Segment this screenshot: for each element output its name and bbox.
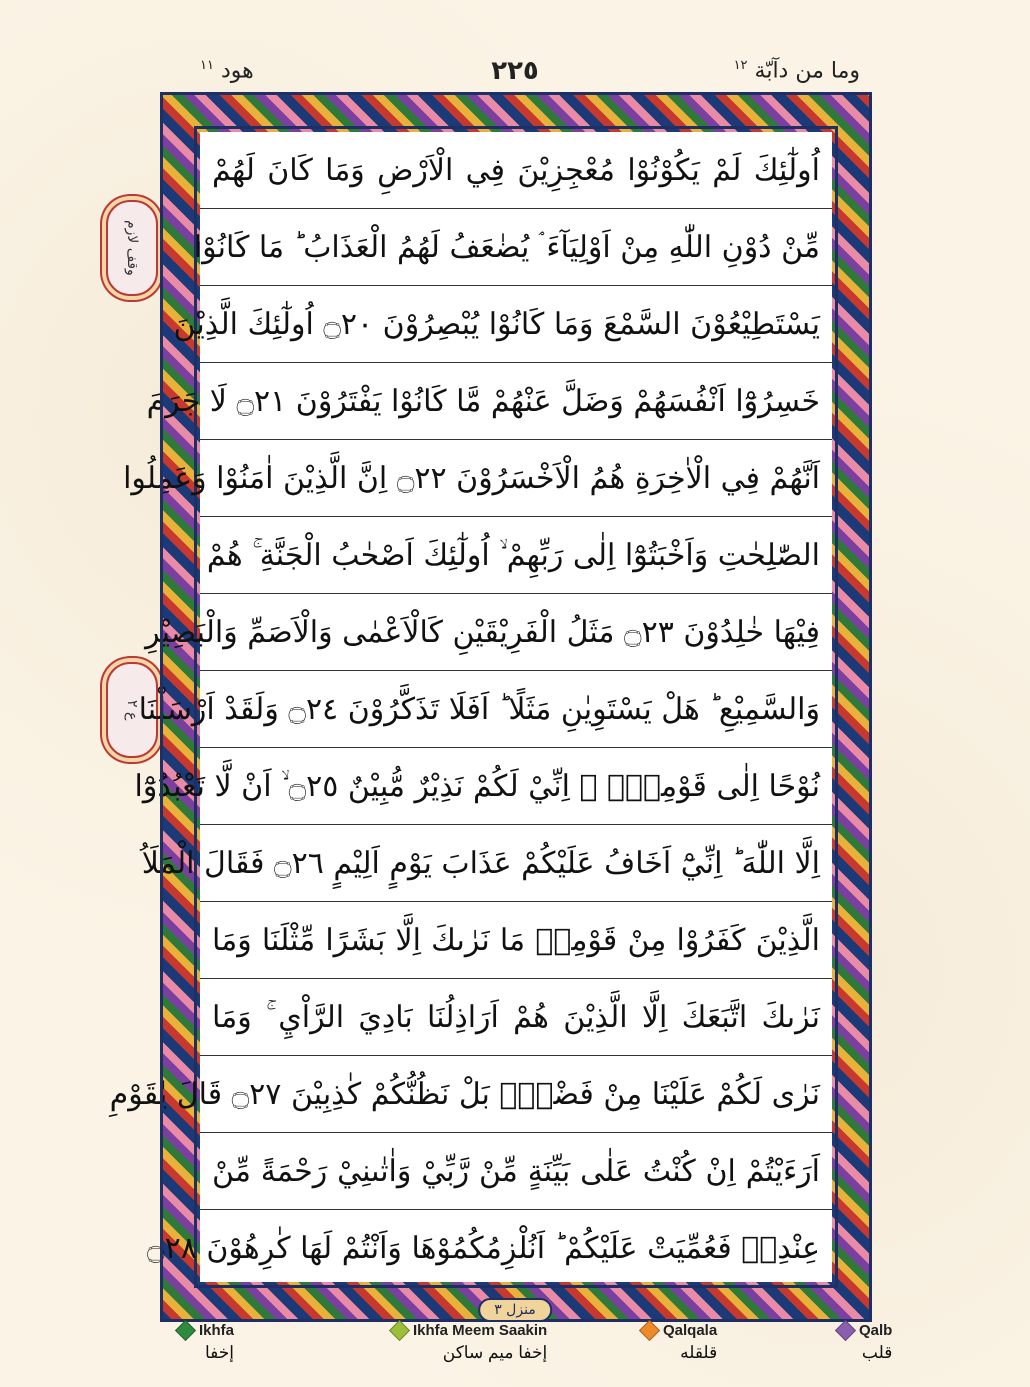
legend-qalqala bbox=[642, 1322, 717, 1363]
text-line: نَرٰى لَكُمْ عَلَيْنَا مِنْ فَضْلٍۢ بَلْ نَظُنُّكُمْ كٰذِبِيْنَ ۝٢٧ قَالَ يٰقَوْمِ bbox=[200, 1056, 832, 1133]
juz-number: ١٢ bbox=[733, 58, 748, 73]
legend-arabic: قلب bbox=[861, 1343, 893, 1362]
tajweed-legend bbox=[0, 1322, 1030, 1387]
text-line: مِّنْ دُوْنِ اللّٰهِ مِنْ اَوْلِيَآءَ ۘ يُضٰعَفُ لَهُمُ الْعَذَابُ ؕ مَا كَانُوْا bbox=[200, 209, 832, 286]
legend-arabic: إخفا bbox=[205, 1343, 235, 1362]
legend-arabic: قلقله bbox=[680, 1343, 718, 1362]
text-line: اُولٰٓئِكَ لَمْ يَكُوْنُوْا مُعْجِزِيْنَ فِي الْاَرْضِ وَمَا كَانَ لَهُمْ bbox=[200, 132, 832, 209]
text-line: عِنْدِهٖ فَعُمِّيَتْ عَلَيْكُمْ ؕ اَنُلْزِمُكُمُوْهَا وَاَنْتُمْ لَهَا كٰرِهُوْنَ ۝٢٨ bbox=[147, 1231, 820, 1266]
legend-ikhfa-meem-saakin bbox=[392, 1322, 547, 1363]
juz-title bbox=[734, 58, 860, 83]
page-header bbox=[170, 56, 860, 90]
diamond-icon bbox=[389, 1320, 410, 1341]
surah-name: هود bbox=[220, 58, 254, 84]
juz-name: وما من دآبّة bbox=[754, 58, 860, 84]
text-line: اَنَّهُمْ فِي الْاٰخِرَةِ هُمُ الْاَخْسَرُوْنَ ۝٢٢ اِنَّ الَّذِيْنَ اٰمَنُوْا وَعَمِلُوا bbox=[200, 440, 832, 517]
surah-number: ١١ bbox=[200, 58, 214, 73]
text-line: اَرَءَيْتُمْ اِنْ كُنْتُ عَلٰى بَيِّنَةٍ مِّنْ رَّبِّيْ وَاٰتٰىنِيْ رَحْمَةً مِّنْ bbox=[200, 1133, 832, 1210]
ruku-marker: ع ٢ bbox=[106, 662, 158, 758]
text-line: نُوْحًا اِلٰى قَوْمِهٖٓ ۫ اِنِّيْ لَكُمْ نَذِيْرٌ مُّبِيْنٌ ۝٢٥ ۙ اَنْ لَّا تَعْبُدُوْٓا bbox=[200, 748, 832, 825]
surah-title bbox=[200, 58, 254, 83]
manzil-badge: منزل ٣ bbox=[478, 1298, 552, 1322]
text-line: اِلَّا اللّٰهَ ؕ اِنِّيْٓ اَخَافُ عَلَيْكُمْ عَذَابَ يَوْمٍ اَلِيْمٍ ۝٢٦ فَقَالَ الْمَلَاُ bbox=[200, 825, 832, 902]
page-number: ٢٢٥ bbox=[491, 56, 539, 86]
diamond-icon bbox=[639, 1320, 660, 1341]
legend-label: Qalqala bbox=[663, 1322, 718, 1339]
text-line: الَّذِيْنَ كَفَرُوْا مِنْ قَوْمِهٖ مَا نَرٰىكَ اِلَّا بَشَرًا مِّثْلَنَا وَمَا bbox=[200, 902, 832, 979]
legend-qalb bbox=[838, 1322, 892, 1363]
legend-label: Ikhfa Meem Saakin bbox=[413, 1322, 548, 1339]
text-line: يَسْتَطِيْعُوْنَ السَّمْعَ وَمَا كَانُوْا يُبْصِرُوْنَ ۝٢٠ اُولٰٓئِكَ الَّذِيْنَ bbox=[200, 286, 832, 363]
diamond-icon bbox=[835, 1320, 856, 1341]
text-line: نَرٰىكَ اتَّبَعَكَ اِلَّا الَّذِيْنَ هُمْ اَرَاذِلُنَا بَادِيَ الرَّاْيِ ۚ وَمَا bbox=[200, 979, 832, 1056]
legend-arabic: إخفا ميم ساكن bbox=[442, 1343, 548, 1362]
legend-label: Qalb bbox=[859, 1322, 893, 1339]
legend-ikhfa bbox=[178, 1322, 234, 1363]
text-line: خَسِرُوْٓا اَنْفُسَهُمْ وَضَلَّ عَنْهُمْ مَّا كَانُوْا يَفْتَرُوْنَ ۝٢١ لَا جَرَمَ bbox=[200, 363, 832, 440]
text-line: الصّٰلِحٰتِ وَاَخْبَتُوْٓا اِلٰى رَبِّهِمْ ۙ اُولٰٓئِكَ اَصْحٰبُ الْجَنَّةِ ۚ هُمْ bbox=[200, 517, 832, 594]
text-line: فِيْهَا خٰلِدُوْنَ ۝٢٣ مَثَلُ الْفَرِيْقَيْنِ كَالْاَعْمٰى وَالْاَصَمِّ وَالْبَصِيْرِ bbox=[200, 594, 832, 671]
text-line: وَالسَّمِيْعِ ؕ هَلْ يَسْتَوِيٰنِ مَثَلًا ؕ اَفَلَا تَذَكَّرُوْنَ ۝٢٤ وَلَقَدْ اَرْسَلْنَا bbox=[200, 671, 832, 748]
legend-label: Ikhfa bbox=[199, 1322, 235, 1339]
waqf-marker: وقف لازم bbox=[106, 200, 158, 296]
diamond-icon bbox=[175, 1320, 196, 1341]
